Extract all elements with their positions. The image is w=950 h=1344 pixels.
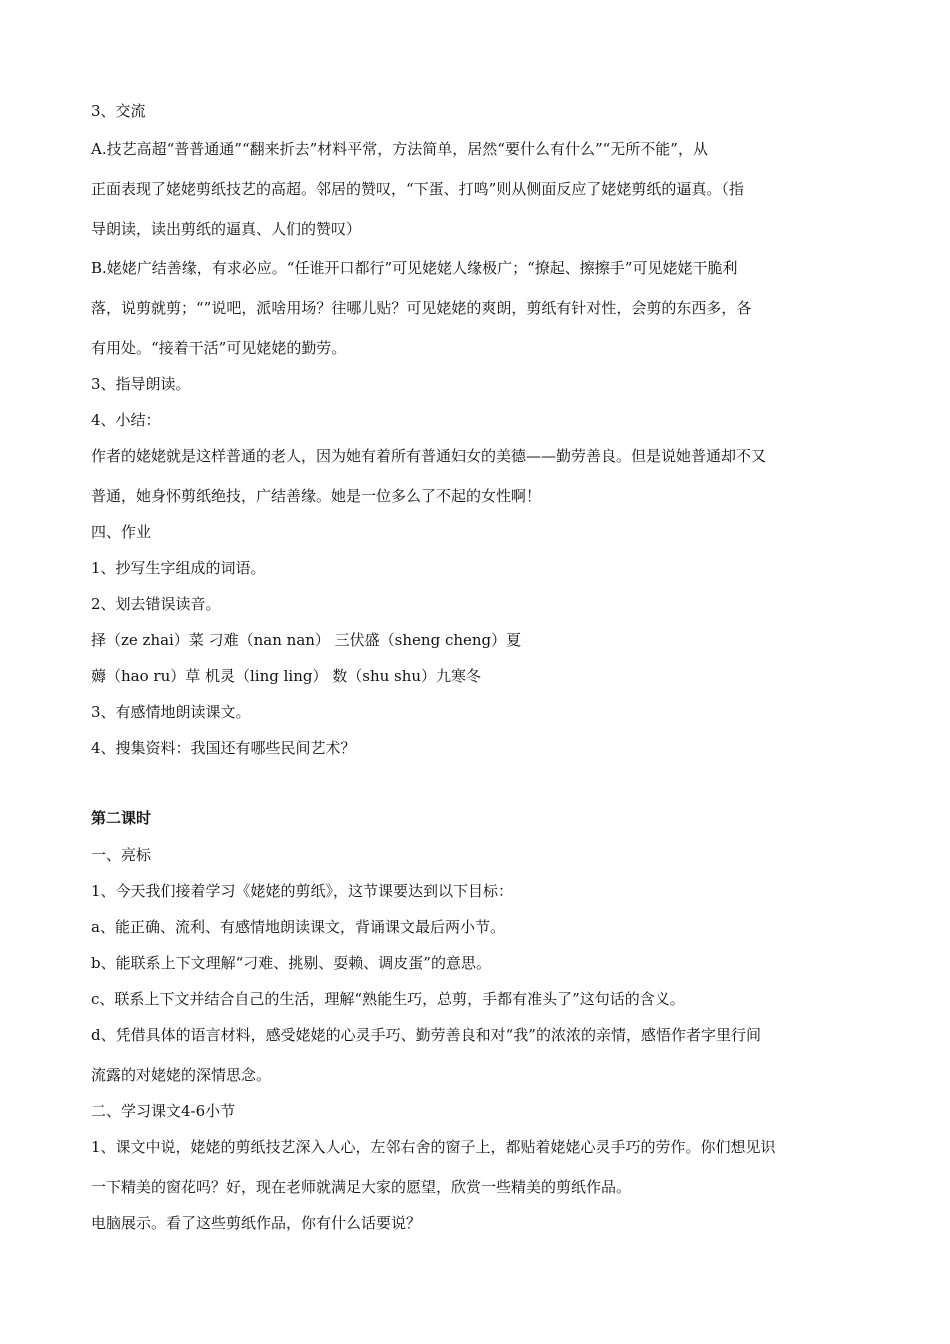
line-goal-c: c、联系上下文并结合自己的生活，理解“熟能生巧，总剪，手都有准头了”这句话的含义。 — [91, 990, 685, 1008]
line-homework-1: 1、抄写生字组成的词语。 — [91, 559, 266, 577]
line-point-b-2: 落，说剪就剪；“”说吧，派啥用场？往哪儿贴？可见姥姥的爽朗，剪纸有针对性，会剪的东西多，各 — [91, 299, 752, 317]
line-point-a-3: 导朗读，读出剪纸的逼真、人们的赞叹） — [91, 220, 362, 238]
line-goal-intro: 1、今天我们接着学习《姥姥的剪纸》，这节课要达到以下目标： — [91, 882, 514, 900]
line-pinyin-2: 薅（hao ru）草 机灵（ling ling） 数（shu shu）九寒冬 — [91, 667, 482, 685]
line-homework-2: 2、划去错误读音。 — [91, 595, 221, 613]
line-study-heading: 二、学习课文4-6小节 — [91, 1102, 236, 1120]
line-guide-reading: 3、指导朗读。 — [91, 375, 191, 393]
line-study-2: 一下精美的窗花吗？好，现在老师就满足大家的愿望，欣赏一些精美的剪纸作品。 — [91, 1178, 632, 1196]
line-homework-4: 4、搜集资料：我国还有哪些民间艺术？ — [91, 739, 356, 757]
line-goal-d-1: d、凭借具体的语言材料，感受姥姥的心灵手巧、勤劳善良和对“我”的浓浓的亲情，感悟作者字里行间 — [91, 1026, 761, 1044]
line-homework-heading: 四、作业 — [91, 523, 152, 541]
line-subsection-exchange: 3、交流 — [91, 102, 146, 120]
line-goal-b: b、能联系上下文理解“刁难、挑剔、耍赖、调皮蛋”的意思。 — [91, 954, 491, 972]
line-pinyin-1: 择（ze zhai）菜 刁难（nan nan） 三伏盛（sheng cheng）夏 — [91, 631, 522, 649]
line-goal-d-2: 流露的对姥姥的深情思念。 — [91, 1066, 272, 1084]
line-goal-a: a、能正确、流利、有感情地朗读课文，背诵课文最后两小节。 — [91, 918, 505, 936]
line-point-a-1: A.技艺高超“普普通通”“翻来折去”材料平常，方法简单，居然“要什么有什么”“无所不能”，从 — [91, 140, 708, 158]
line-summary-1: 作者的姥姥就是这样普通的老人，因为她有着所有普通妇女的美德——勤劳善良。但是说她普通却不又 — [91, 447, 767, 465]
line-point-a-2: 正面表现了姥姥剪纸技艺的高超。邻居的赞叹，“下蛋、打鸣”则从侧面反应了姥姥剪纸的逼真。（指 — [91, 180, 744, 198]
line-goal-heading: 一、亮标 — [91, 846, 152, 864]
line-homework-3: 3、有感情地朗读课文。 — [91, 703, 251, 721]
line-study-3: 电脑展示。看了这些剪纸作品，你有什么话要说？ — [91, 1214, 422, 1232]
section-title-second-lesson: 第二课时 — [91, 809, 152, 827]
line-study-1: 1、课文中说，姥姥的剪纸技艺深入人心，左邻右舍的窗子上，都贴着姥姥心灵手巧的劳作。你们想见识 — [91, 1138, 776, 1156]
line-point-b-3: 有用处。“接着干活”可见姥姥的勤劳。 — [91, 339, 347, 357]
line-summary-heading: 4、小结： — [91, 411, 161, 429]
line-point-b-1: B.姥姥广结善缘，有求必应。“任谁开口都行”可见姥姥人缘极广；“撩起、擦擦手”可见姥姥干脆利 — [91, 259, 738, 277]
line-summary-2: 普通，她身怀剪纸绝技，广结善缘。她是一位多么了不起的女性啊！ — [91, 487, 542, 505]
